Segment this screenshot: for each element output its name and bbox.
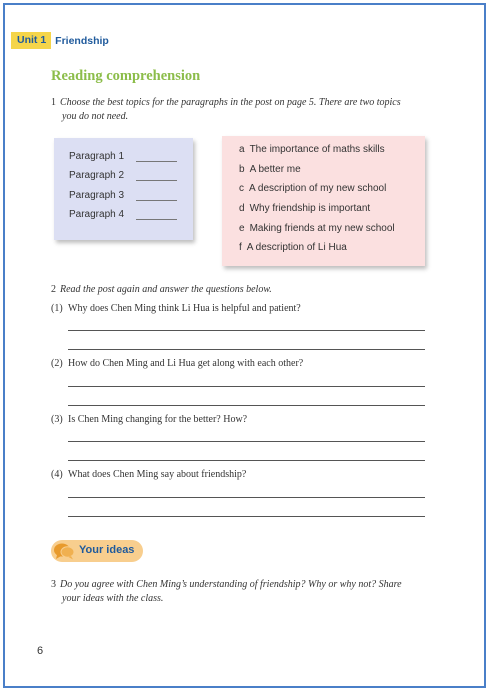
paragraph-label-4: Paragraph 4 xyxy=(69,209,125,220)
question-text: Why does Chen Ming think Li Hua is helpful and patient? xyxy=(68,303,301,314)
task1-instruction-line2: you do not need. xyxy=(62,111,129,122)
section-title: Reading comprehension xyxy=(51,68,201,84)
topic-f xyxy=(239,242,347,253)
task3-instruction-line1: Do you agree with Chen Ming’s understanding of friendship? Why or why not? Share xyxy=(60,579,402,590)
task3-number: 3 xyxy=(51,579,56,590)
topic-letter: b xyxy=(239,164,245,175)
answer-line[interactable] xyxy=(68,516,425,517)
question-3 xyxy=(51,414,247,425)
unit-header xyxy=(11,32,109,49)
topic-d xyxy=(239,203,370,214)
topic-text: A description of Li Hua xyxy=(246,242,347,253)
task3-instruction-line2: your ideas with the class. xyxy=(62,593,164,604)
topic-letter: c xyxy=(239,183,244,194)
question-number: (3) xyxy=(51,414,63,425)
task1-instruction-line1: Choose the best topics for the paragraphs in the post on page 5. There are two topics xyxy=(60,97,401,108)
your-ideas-label: Your ideas xyxy=(79,544,135,556)
topic-letter: e xyxy=(239,223,245,234)
answer-line[interactable] xyxy=(68,349,425,350)
task2-instruction-text: Read the post again and answer the questions below. xyxy=(60,284,272,295)
unit-label: Unit 1 xyxy=(11,32,51,49)
answer-line[interactable] xyxy=(68,386,425,387)
question-1 xyxy=(51,303,301,314)
task1-instruction xyxy=(51,96,401,110)
paragraph-blank-1[interactable] xyxy=(136,161,177,162)
topic-b xyxy=(239,164,301,175)
task3-instruction xyxy=(51,578,402,592)
answer-line[interactable] xyxy=(68,497,425,498)
speech-bubbles-icon xyxy=(53,542,75,560)
paragraph-blank-4[interactable] xyxy=(136,219,177,220)
topic-text: A better me xyxy=(249,164,301,175)
paragraph-label-3: Paragraph 3 xyxy=(69,190,125,201)
question-number: (4) xyxy=(51,469,63,480)
paragraph-blank-2[interactable] xyxy=(136,180,177,181)
topic-text: The importance of maths skills xyxy=(249,144,385,155)
topic-letter: a xyxy=(239,144,245,155)
answer-line[interactable] xyxy=(68,441,425,442)
answer-line[interactable] xyxy=(68,460,425,461)
topic-a xyxy=(239,144,385,155)
topic-text: Making friends at my new school xyxy=(249,223,395,234)
paragraph-blank-3[interactable] xyxy=(136,200,177,201)
paragraph-box xyxy=(54,138,193,240)
question-2 xyxy=(51,358,303,369)
your-ideas-badge xyxy=(51,540,143,562)
paragraph-label-2: Paragraph 2 xyxy=(69,170,125,181)
topic-text: A description of my new school xyxy=(249,183,387,194)
question-4 xyxy=(51,469,246,480)
unit-name: Friendship xyxy=(55,34,109,47)
topic-c xyxy=(239,183,386,194)
answer-line[interactable] xyxy=(68,330,425,331)
question-text: How do Chen Ming and Li Hua get along with each other? xyxy=(68,358,304,369)
question-number: (2) xyxy=(51,358,63,369)
task2-number: 2 xyxy=(51,284,56,295)
question-text: What does Chen Ming say about friendship? xyxy=(68,469,247,480)
topic-box xyxy=(222,136,425,266)
topic-letter: f xyxy=(239,242,242,253)
topic-letter: d xyxy=(239,203,245,214)
answer-line[interactable] xyxy=(68,405,425,406)
page-number: 6 xyxy=(37,645,44,657)
question-text: Is Chen Ming changing for the better? How? xyxy=(68,414,248,425)
topic-text: Why friendship is important xyxy=(249,203,371,214)
question-number: (1) xyxy=(51,303,63,314)
paragraph-label-1: Paragraph 1 xyxy=(69,151,125,162)
task2-instruction xyxy=(51,283,272,297)
task1-number: 1 xyxy=(51,97,56,108)
topic-e xyxy=(239,223,395,234)
